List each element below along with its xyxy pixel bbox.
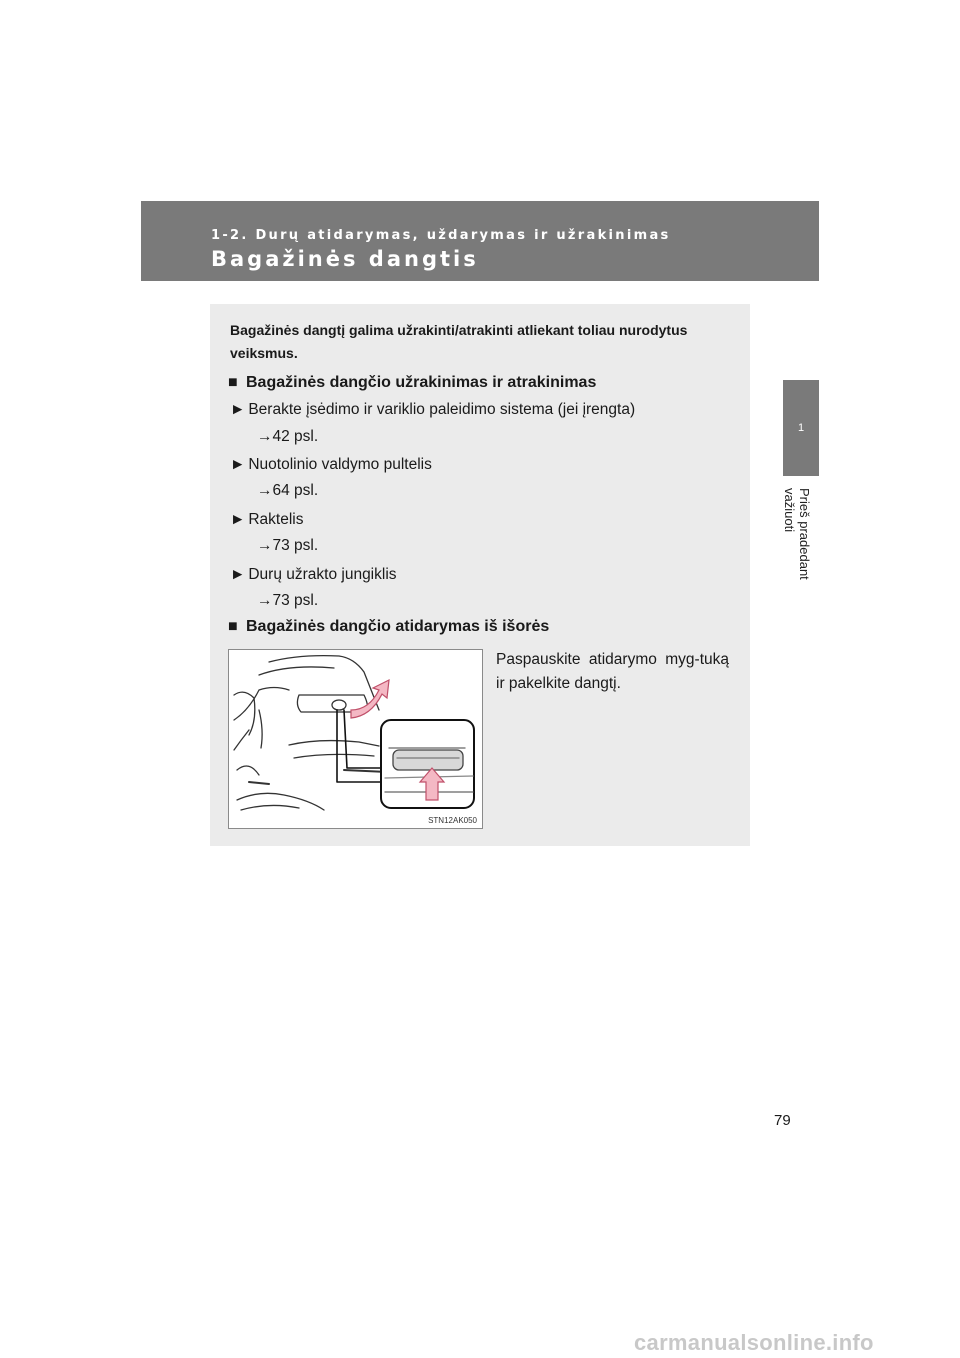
triangle-bullet-icon: ► xyxy=(230,511,246,528)
list-item xyxy=(230,566,397,584)
list-item-text: Raktelis xyxy=(248,511,304,528)
section-header-band xyxy=(141,201,819,281)
trunk-opener-illustration xyxy=(228,649,483,829)
list-item-text: Durų užrakto jungiklis xyxy=(248,566,397,583)
page-number: 79 xyxy=(774,1112,791,1129)
content-box xyxy=(210,304,750,846)
triangle-bullet-icon: ► xyxy=(230,456,246,473)
list-item-text: Nuotolinio valdymo pultelis xyxy=(248,456,432,473)
page-reference: →64 psl. xyxy=(257,482,319,499)
section-heading-open xyxy=(228,618,549,636)
watermark: carmanualsonline.info xyxy=(634,1330,874,1355)
section-heading-text: Bagažinės dangčio atidarymas iš išorės xyxy=(246,618,550,635)
list-item xyxy=(230,511,303,529)
car-rear-drawing xyxy=(229,650,482,828)
page-reference: →73 psl. xyxy=(257,592,319,609)
square-bullet-icon: ■ xyxy=(228,618,238,635)
intro-text: Bagažinės dangtį galima užrakinti/atrakinti atliekant toliau nurodytus veiksmus. xyxy=(230,322,688,361)
chapter-label: Prieš pradedant važiuoti xyxy=(782,488,812,580)
section-subtitle: 1-2. Durų atidarymas, uždarymas ir užrakinimas xyxy=(211,228,671,243)
section-heading-text: Bagažinės dangčio užrakinimas ir atrakinimas xyxy=(246,374,597,391)
list-item xyxy=(230,401,635,419)
triangle-bullet-icon: ► xyxy=(230,566,246,583)
square-bullet-icon: ■ xyxy=(228,374,238,391)
triangle-bullet-icon: ► xyxy=(230,401,246,418)
list-item xyxy=(230,456,432,474)
page-reference: →42 psl. xyxy=(257,428,319,445)
chapter-tab xyxy=(783,380,819,476)
list-item-text: Berakte įsėdimo ir variklio paleidimo sistema (jei įrengta) xyxy=(248,401,636,418)
section-heading-lock xyxy=(228,374,596,392)
page-reference: →73 psl. xyxy=(257,537,319,554)
chapter-number: 1 xyxy=(797,422,805,434)
instruction-text: Paspauskite atidarymo myg-tuką ir pakelkite dangtį. xyxy=(496,651,729,692)
page-title: Bagažinės dangtis xyxy=(211,247,479,271)
figure-code: STN12AK050 xyxy=(428,816,477,825)
